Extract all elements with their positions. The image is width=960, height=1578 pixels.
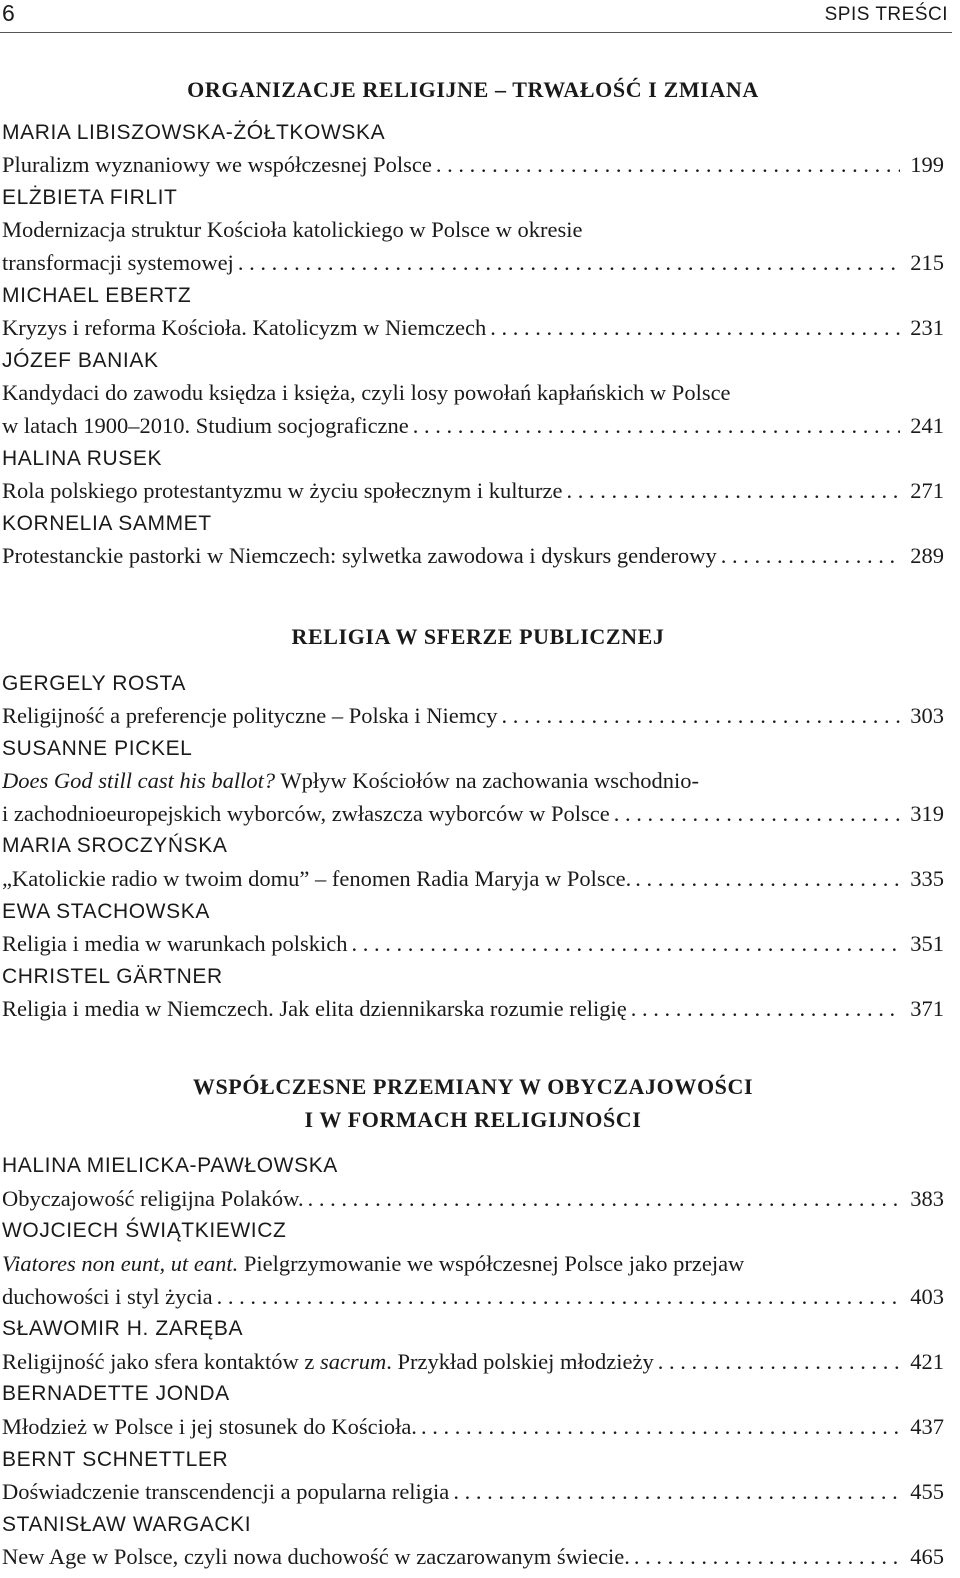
- entry-title: Religia i media w warunkach polskich: [2, 931, 348, 957]
- entry-page: 455: [910, 1479, 944, 1505]
- entry-author: MARIA LIBISZOWSKA-ŻÓŁTKOWSKA: [2, 120, 386, 144]
- entry-page: 465: [910, 1544, 944, 1570]
- entry-author: SUSANNE PICKEL: [2, 736, 193, 760]
- toc-entry[interactable]: [2, 733, 944, 831]
- entry-author: EWA STACHOWSKA: [2, 899, 210, 923]
- entry-author: HALINA MIELICKA-PAWŁOWSKA: [2, 1154, 338, 1178]
- toc-entry[interactable]: [2, 1509, 944, 1574]
- dot-leader: [634, 1541, 900, 1574]
- toc-entry[interactable]: [2, 443, 944, 508]
- dot-leader: [352, 928, 900, 961]
- entry-author: SŁAWOMIR H. ZARĘBA: [2, 1317, 244, 1341]
- entry-page: 319: [910, 800, 944, 826]
- section-title-line: WSPÓŁCZESNE PRZEMIANY W OBYCZAJOWOŚCI: [192, 1074, 754, 1100]
- toc-entry[interactable]: [2, 1215, 944, 1313]
- dot-leader: [635, 863, 900, 896]
- entry-page: 303: [910, 703, 944, 729]
- table-of-contents: [2, 74, 944, 1574]
- section-title-line: I W FORMACH RELIGIJNOŚCI: [304, 1106, 642, 1132]
- entry-page: 215: [910, 249, 944, 275]
- entry-title: Protestanckie pastorki w Niemczech: sylwetka zawodowa i dyskurs genderowy: [2, 543, 717, 569]
- toc-entry[interactable]: [2, 1378, 944, 1443]
- entry-page: 421: [910, 1348, 944, 1374]
- entry-page: 403: [910, 1283, 944, 1309]
- entry-title-italic: Viatores non eunt, ut eant.: [2, 1251, 239, 1276]
- toc-entry[interactable]: [2, 668, 944, 733]
- toc-entry[interactable]: [2, 345, 944, 443]
- entry-title: transformacji systemowej: [2, 249, 234, 275]
- entry-title-italic: sacrum: [320, 1348, 387, 1374]
- entry-title-line: Kandydaci do zawodu księdza i księża, czyli losy powołań kapłańskich w Polsce: [2, 380, 731, 406]
- entry-author: BERNADETTE JONDA: [2, 1382, 230, 1406]
- section-title-line: ORGANIZACJE RELIGIJNE – TRWAŁOŚĆ I ZMIANA: [187, 77, 759, 102]
- dot-leader: [614, 798, 900, 831]
- entry-page: 199: [910, 152, 944, 178]
- entry-title: w latach 1900–2010. Studium socjograficzne: [2, 412, 409, 438]
- entry-author: JÓZEF BANIAK: [2, 348, 159, 372]
- section-title: [2, 621, 944, 654]
- entry-page: 383: [910, 1185, 944, 1211]
- entry-author: MICHAEL EBERTZ: [2, 283, 192, 307]
- entry-title-line: [2, 1248, 944, 1281]
- entry-author: KORNELIA SAMMET: [2, 511, 212, 535]
- page-header: [0, 0, 952, 33]
- entry-title: Religijność a preferencje polityczne – Polska i Niemcy: [2, 703, 498, 729]
- dot-leader: [421, 1411, 900, 1444]
- dot-leader: [453, 1476, 900, 1509]
- entry-title: „Katolickie radio w twoim domu” – fenomen Radia Maryja w Polsce.: [2, 866, 632, 892]
- section-title: [2, 1071, 944, 1136]
- entry-page: 335: [910, 866, 944, 892]
- entry-title: [2, 1346, 654, 1379]
- entry-title-text: Wpływ Kościołów na zachowania wschodnio-: [275, 768, 699, 794]
- entry-author: MARIA SROCZYŃSKA: [2, 834, 228, 858]
- page-number: 6: [2, 0, 15, 26]
- entry-author: GERGELY ROSTA: [2, 671, 187, 695]
- entry-title-italic: Does God still cast his ballot?: [2, 768, 276, 794]
- entry-title-text: Pielgrzymowanie we współczesnej Polsce jako przejaw: [238, 1251, 745, 1276]
- toc-section: [2, 74, 944, 573]
- dot-leader: [217, 1281, 900, 1314]
- entry-title: Młodzież w Polsce i jej stosunek do Kościoła.: [2, 1413, 417, 1439]
- entry-title: i zachodnioeuropejskich wyborców, zwłaszcza wyborców w Polsce: [2, 800, 610, 826]
- entry-title: Rola polskiego protestantyzmu w życiu społecznym i kulturze: [2, 478, 563, 504]
- dot-leader: [490, 312, 900, 345]
- dot-leader: [308, 1183, 900, 1216]
- toc-entry[interactable]: [2, 1313, 944, 1378]
- running-head: SPIS TREŚCI: [824, 4, 948, 25]
- dot-leader: [436, 149, 900, 182]
- entry-author: BERNT SCHNETTLER: [2, 1447, 229, 1471]
- entry-title-text: . Przykład polskiej młodzieży: [386, 1348, 654, 1374]
- dot-leader: [501, 700, 900, 733]
- toc-section: [2, 621, 944, 1026]
- entry-page: 271: [910, 478, 944, 504]
- entry-title-text: Religijność jako sfera kontaktów z: [2, 1348, 321, 1374]
- dot-leader: [238, 247, 900, 280]
- toc-entry[interactable]: [2, 896, 944, 961]
- entry-page: 231: [910, 315, 944, 341]
- dot-leader: [567, 475, 901, 508]
- entry-title: Pluralizm wyznaniowy we współczesnej Polsce: [2, 152, 432, 178]
- dot-leader: [658, 1346, 900, 1379]
- entry-author: STANISŁAW WARGACKI: [2, 1512, 252, 1536]
- toc-entry[interactable]: [2, 280, 944, 345]
- section-title: [2, 74, 944, 107]
- entry-page: 289: [910, 543, 944, 569]
- entry-author: WOJCIECH ŚWIĄTKIEWICZ: [2, 1219, 287, 1243]
- toc-entry[interactable]: [2, 1150, 944, 1215]
- dot-leader: [721, 540, 900, 573]
- dot-leader: [631, 993, 900, 1026]
- entry-page: 437: [910, 1413, 944, 1439]
- entry-author: CHRISTEL GÄRTNER: [2, 964, 223, 988]
- entry-author: HALINA RUSEK: [2, 446, 163, 470]
- entry-title: Obyczajowość religijna Polaków.: [2, 1185, 304, 1211]
- entry-page: 371: [910, 996, 944, 1022]
- section-title-line: RELIGIA W SFERZE PUBLICZNEJ: [291, 623, 665, 649]
- toc-entry[interactable]: [2, 961, 944, 1026]
- entry-page: 351: [910, 931, 944, 957]
- entry-title: Kryzys i reforma Kościoła. Katolicyzm w Niemczech: [2, 315, 487, 341]
- toc-entry[interactable]: [2, 182, 944, 280]
- entry-title-line: [2, 765, 944, 798]
- entry-title-line: Modernizacja struktur Kościoła katolickiego w Polsce w okresie: [2, 217, 583, 243]
- toc-section: [2, 1071, 944, 1574]
- entry-title: New Age w Polsce, czyli nowa duchowość w zaczarowanym świecie.: [2, 1544, 630, 1570]
- entry-title: duchowości i styl życia: [2, 1283, 213, 1309]
- entry-page: 241: [910, 412, 944, 438]
- entry-title: Doświadczenie transcendencji a popularna religia: [2, 1479, 450, 1505]
- toc-entry[interactable]: [2, 117, 944, 182]
- dot-leader: [413, 410, 900, 443]
- toc-entry[interactable]: [2, 1444, 944, 1509]
- entry-title: Religia i media w Niemczech. Jak elita dziennikarska rozumie religię: [2, 996, 627, 1022]
- toc-entry[interactable]: [2, 508, 944, 573]
- entry-author: ELŻBIETA FIRLIT: [2, 185, 178, 209]
- toc-entry[interactable]: [2, 830, 944, 895]
